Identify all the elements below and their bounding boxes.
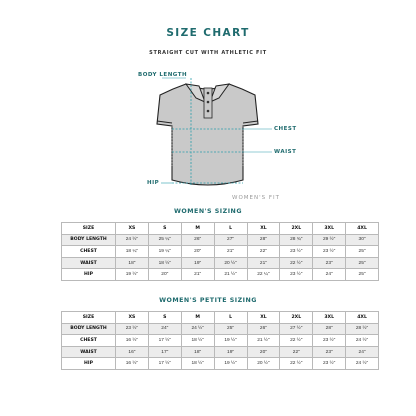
- table-cell: 16": [116, 346, 149, 358]
- row-label: BODY LENGTH: [62, 323, 116, 335]
- table-cell: 20": [181, 246, 214, 258]
- table-cell: 23": [313, 346, 346, 358]
- table-cell: 17 ½": [148, 358, 181, 370]
- table-cell: 25": [346, 257, 379, 269]
- table-row: [62, 323, 379, 335]
- table-header-row: [62, 312, 379, 324]
- header-cell: S: [148, 223, 181, 235]
- table-cell: 16 ½": [116, 358, 149, 370]
- table-row: [62, 335, 379, 347]
- table-cell: 19 ½": [214, 335, 247, 347]
- table-cell: 19": [214, 346, 247, 358]
- table-cell: 18 ¼": [116, 246, 149, 258]
- table-cell: 28 ¾": [280, 234, 313, 246]
- row-label: CHEST: [62, 246, 116, 258]
- table-cell: 24 ½": [346, 358, 379, 370]
- table-cell: 23 ½": [280, 246, 313, 258]
- table-cell: 19 ½": [214, 358, 247, 370]
- table-row: [62, 257, 379, 269]
- header-cell: XL: [247, 223, 280, 235]
- table-cell: 28 ½": [346, 323, 379, 335]
- header-cell: 2XL: [280, 312, 313, 324]
- button-1: [207, 92, 210, 95]
- row-label: CHEST: [62, 335, 116, 347]
- table-row: [62, 246, 379, 258]
- table-cell: 26": [181, 234, 214, 246]
- table-row: [62, 358, 379, 370]
- table-cell: 20": [148, 269, 181, 281]
- header-cell: SIZE: [62, 223, 116, 235]
- table-cell: 18 ½": [181, 335, 214, 347]
- table-cell: 22": [280, 346, 313, 358]
- table-cell: 25": [346, 246, 379, 258]
- body-length-label: BODY LENGTH: [138, 72, 188, 78]
- table-cell: 25 ¼": [148, 234, 181, 246]
- table-cell: 22 ½": [280, 257, 313, 269]
- table-cell: 29 ½": [313, 234, 346, 246]
- table-cell: 27 ½": [280, 323, 313, 335]
- table-cell: 24 ½": [181, 323, 214, 335]
- header-cell: L: [214, 312, 247, 324]
- table-cell: 23": [313, 257, 346, 269]
- header-cell: XS: [116, 312, 149, 324]
- petite-sizing-table: [61, 311, 379, 370]
- table-cell: 22 ½": [280, 335, 313, 347]
- header-cell: 3XL: [313, 312, 346, 324]
- table-cell: 23 ½": [313, 246, 346, 258]
- table-cell: 21 ½": [247, 335, 280, 347]
- table-cell: 18 ½": [181, 358, 214, 370]
- womens-sizing-title: WOMEN'S SIZING: [173, 208, 243, 215]
- table-cell: 21": [181, 269, 214, 281]
- womens-sizing-table: [61, 222, 379, 281]
- table-cell: 17 ½": [148, 335, 181, 347]
- hip-label: HIP: [147, 180, 160, 186]
- table-cell: 21": [247, 257, 280, 269]
- chest-label: CHEST: [274, 126, 297, 132]
- table-cell: 18": [181, 346, 214, 358]
- table-cell: 25": [214, 323, 247, 335]
- table-cell: 23 ½": [280, 269, 313, 281]
- header-cell: 4XL: [346, 223, 379, 235]
- shirt-diagram: [0, 62, 416, 210]
- polo-shirt-illustration: [0, 62, 416, 210]
- table-cell: 24": [346, 346, 379, 358]
- table-cell: 24 ½": [346, 335, 379, 347]
- table-cell: 23 ½": [313, 335, 346, 347]
- table-cell: 18 ½": [148, 257, 181, 269]
- header-cell: M: [181, 312, 214, 324]
- header-cell: XL: [247, 312, 280, 324]
- table-cell: 24": [148, 323, 181, 335]
- table-cell: 19 ½": [116, 269, 149, 281]
- row-label: WAIST: [62, 346, 116, 358]
- table-cell: 18": [116, 257, 149, 269]
- header-cell: S: [148, 312, 181, 324]
- button-3: [207, 110, 210, 113]
- table-cell: 28": [247, 234, 280, 246]
- table-row: [62, 234, 379, 246]
- waist-label: WAIST: [274, 149, 297, 155]
- table-cell: 30": [346, 234, 379, 246]
- table-header-row: [62, 223, 379, 235]
- table-cell: 22": [247, 246, 280, 258]
- table-cell: 16 ½": [116, 335, 149, 347]
- table-cell: 19 ¼": [148, 246, 181, 258]
- table-cell: 23 ½": [116, 323, 149, 335]
- header-cell: 2XL: [280, 223, 313, 235]
- table-cell: 24": [313, 269, 346, 281]
- table-cell: 23 ½": [313, 358, 346, 370]
- table-row: [62, 346, 379, 358]
- table-cell: 26": [247, 323, 280, 335]
- row-label: HIP: [62, 269, 116, 281]
- row-label: WAIST: [62, 257, 116, 269]
- header-cell: SIZE: [62, 312, 116, 324]
- table-cell: 20 ½": [247, 358, 280, 370]
- table-cell: 22 ¼": [247, 269, 280, 281]
- row-label: HIP: [62, 358, 116, 370]
- table-cell: 22 ½": [280, 358, 313, 370]
- table-cell: 25": [346, 269, 379, 281]
- header-cell: L: [214, 223, 247, 235]
- button-2: [207, 101, 210, 104]
- row-label: BODY LENGTH: [62, 234, 116, 246]
- table-cell: 21": [214, 246, 247, 258]
- petite-sizing-title: WOMEN'S PETITE SIZING: [159, 297, 257, 304]
- header-cell: XS: [116, 223, 149, 235]
- table-cell: 20 ½": [214, 257, 247, 269]
- header-cell: M: [181, 223, 214, 235]
- fit-label: WOMEN'S FIT: [232, 195, 280, 201]
- table-cell: 21 ½": [214, 269, 247, 281]
- header-cell: 3XL: [313, 223, 346, 235]
- table-row: [62, 269, 379, 281]
- table-cell: 19": [181, 257, 214, 269]
- table-cell: 17": [148, 346, 181, 358]
- header-cell: 4XL: [346, 312, 379, 324]
- table-cell: 20": [247, 346, 280, 358]
- table-cell: 28": [313, 323, 346, 335]
- page-subtitle: STRAIGHT CUT WITH ATHLETIC FIT: [149, 50, 267, 56]
- table-cell: 24 ½": [116, 234, 149, 246]
- table-cell: 27": [214, 234, 247, 246]
- page-title: SIZE CHART: [166, 27, 250, 39]
